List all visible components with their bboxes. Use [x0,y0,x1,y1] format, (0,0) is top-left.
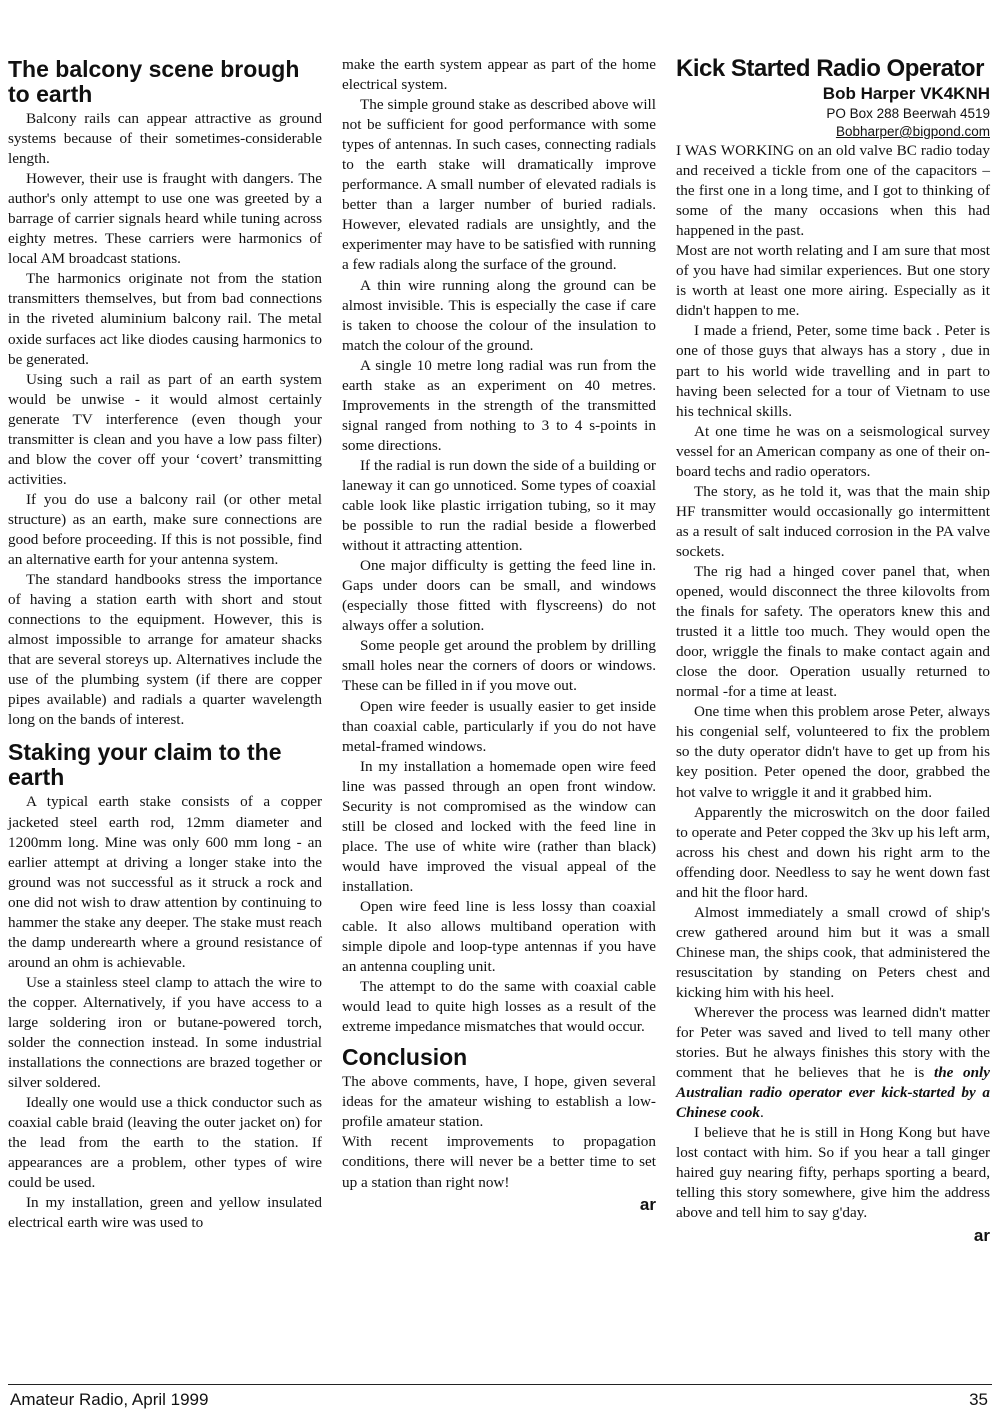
paragraph: The attempt to do the same with coaxial cable would lead to quite high losses as a result of the extreme impedance mismatches that would occur. [342,978,656,1036]
text-run: Wherever the process was learned didn't matter for Peter was saved and lived to tell many other stories. But he always finishes this story with the comment that he believes that he is [676,1004,990,1082]
paragraph: The simple ground stake as described above will not be sufficient for good performance with some types of antennas. In such cases, connecting radials to the earth stake will dramatically improve performance. A small number of elevated radials is better than a larger number of buried radials. However, elevated radials are unsightly, and the experimenter may have to be satisfied with running a few radials along the surface of the ground. [342,96,656,274]
end-mark: ar [973,1225,990,1245]
paragraph: One major difficulty is getting the feed line in. Gaps under doors can be small, and windows (especially those fitted with flyscreens) do not always offer a solution. [342,557,656,635]
text-run: . [759,1104,764,1122]
paragraph: In my installation a homemade open wire feed line was passed through an open front window. Security is not compromised as the window can still be closed and locked with the feed line in place. The use of white wire (rather than black) would have improved the visual appeal of the installation. [342,757,656,895]
paragraph: I made a friend, Peter, some time back . Peter is one of those guys that always has a story , due in part to his world wide travelling and in part to having been selected for a tour of Vietnam to use his technical skills. [676,322,990,420]
paragraph: Some people get around the problem by drilling small holes near the corners of doors or windows. These can be filled in if you move out. [342,637,656,695]
paragraph: Open wire feeder is usually easier to get inside than coaxial cable, particularly if you do not have metal-framed windows. [342,697,656,755]
paragraph: A single 10 metre long radial was run from the earth stake as an experiment on 40 metres. Improvements in the strength of the transmitted signal ranged from nothing to 3 to 4 s-points in some directions. [342,356,656,454]
paragraph: Use a stainless steel clamp to attach the wire to the copper. Alternatively, if you have access to a large soldering iron or butane-powered torch, solder the connection instead. In some industrial installations the connections are brazed together or silver soldered. [8,973,322,1092]
paragraph: I WAS WORKING on an old valve BC radio today and received a tickle from one of the capacitors – the first one in a long time, and I got to thinking of some of the many occasions when this had happened in the past. [676,142,990,240]
page-number: 35 [969,1390,988,1409]
paragraph: One time when this problem arose Peter, always his congenial self, volunteered to fix the problem so the duty operator didn't have to get up from his key position. Peter opened the door, grabbed the hot valve to wriggle it and it grabbed him. [676,703,990,801]
heading-balcony: The balcony scene brough to earth [8,56,300,107]
paragraph: In my installation, green and yellow insulated electrical earth wire was used to [8,1194,322,1232]
paragraph: However, their use is fraught with dangers. The author's only attempt to use one was greeted by a barrage of carrier signals heard while tuning across eighty metres. These carriers were harmonics of local AM broadcast stations. [8,170,322,268]
column-1 [8,55,322,1233]
paragraph: Most are not worth relating and I am sure that most of you have had similar experiences. But one story is worth at least one more airing. Especially as it didn't happen to me. [676,242,990,320]
paragraph: The above comments, have, I hope, given several ideas for the amateur wishing to establish a low-profile amateur station. [342,1073,656,1131]
paragraph: Using such a rail as part of an earth system would be unwise - it would almost certainly generate TV interference (even though your transmitter is clean and you have a low pass filter) and blow the cover off your ‘covert’ transmitting activities. [8,370,322,488]
paragraph: Balcony rails can appear attractive as ground systems because of their sometimes-considerable length. [8,110,322,168]
paragraph: The story, as he told it, was that the main ship HF transmitter would occasionally go intermittent as a result of salt induced corrosion in the PA valve sockets. [676,482,990,560]
paragraph: The standard handbooks stress the importance of having a station earth with short and stout connections to the equipment. However, this is almost impossible to arrange for amateur shacks that are several storeys up. Alternatives include the use of the plumbing system (if there are copper pipes available) and radials a quarter wavelength long on the bands of interest. [8,571,322,729]
paragraph: If the radial is run down the side of a building or laneway it can go unnoticed. Some types of coaxial cable look like plastic irrigation tubing, so it may be possible to run the radial beside a flowerbed without it attracting attention. [342,456,656,555]
paragraph: Almost immediately a small crowd of ship's crew gathered around him but it was a small Chinese man, the ships cook, that administered the resuscitation by standing on Peters chest and kicking him with his heel. [676,903,990,1001]
heading-conclusion: Conclusion [342,1044,468,1071]
article-title: Kick Started Radio Operator [676,55,984,82]
paragraph: At one time he was on a seismological survey vessel for an American company as one of their on-board techs and radio operators. [676,422,990,480]
author-address: PO Box 288 Beerwah 4519 [826,106,990,121]
column-2 [342,55,656,1215]
paragraph: A thin wire running along the ground can be almost invisible. This is especially the case if care is taken to choose the colour of the insulation to match the colour of the ground. [342,276,656,354]
footer-publication: Amateur Radio, April 1999 [10,1390,209,1409]
paragraph: If you do use a balcony rail (or other metal structure) as an earth, make sure connections are good before proceeding. If this is not possible, find an alternative earth for your antenna system. [8,490,322,569]
heading-staking: Staking your claim to the earth [8,739,282,791]
paragraph: The rig had a hinged cover panel that, when opened, would disconnect the three kilovolts from the finals for safety. The operators knew this and trusted it a little too much. They would open the door, wriggle the finals to make contact again and close the door. Operation usually returned to normal -for a time at least. [676,562,990,701]
paragraph: I believe that he is still in Hong Kong but have lost contact with him. So if you hear a tall ginger haired guy nearing fifty, perhaps sporting a beard, telling this story somewhere, give him the address above and tell him to say g'day. [676,1124,990,1222]
end-mark: ar [639,1194,656,1214]
paragraph-final [676,1003,990,1123]
paragraph: Apparently the microswitch on the door failed to operate and Peter copped the 3kv up his left arm, across his chest and down his right arm to the offending door. Needless to say he went down fast and hit the floor hard. [676,803,990,901]
emphasis: the only Australian radio operator ever kick-started by a Chinese cook [676,1064,990,1122]
paragraph: A typical earth stake consists of a copper jacketed steel earth rod, 12mm diameter and 1200mm long. Mine was only 600 mm long - an earlier attempt at driving a longer stake into the ground was not successful as it struck a rock and one did not wish to draw attention by continuing to hammer the stake any deeper. The stake must reach the damp underearth where a ground resistance of around an ohm is achievable. [8,793,322,971]
paragraph: With recent improvements to propagation conditions, there will never be a better time to set up a station than right now! [342,1133,656,1191]
author-byline: Bob Harper VK4KNH [822,84,990,103]
paragraph: Open wire feed line is less lossy than coaxial cable. It also allows multiband operation with simple dipole and loop-type antennas if you have an antenna coupling unit. [342,897,656,976]
paragraph: The harmonics originate not from the station transmitters themselves, but from bad connections in the riveted aluminium balcony rail. The metal oxide surfaces act like diodes causing harmonics to be generated. [8,270,322,368]
paragraph: Ideally one would use a thick conductor such as coaxial cable braid (leaving the outer jacket on) for the lead from the earth to the station. If appearances are a problem, other types of wire could be used. [8,1094,322,1192]
column-3 [676,55,990,1246]
paragraph: make the earth system appear as part of the home electrical system. [342,56,656,94]
author-email: Bobharper@bigpond.com [835,124,990,139]
footer-rule [8,1384,992,1385]
